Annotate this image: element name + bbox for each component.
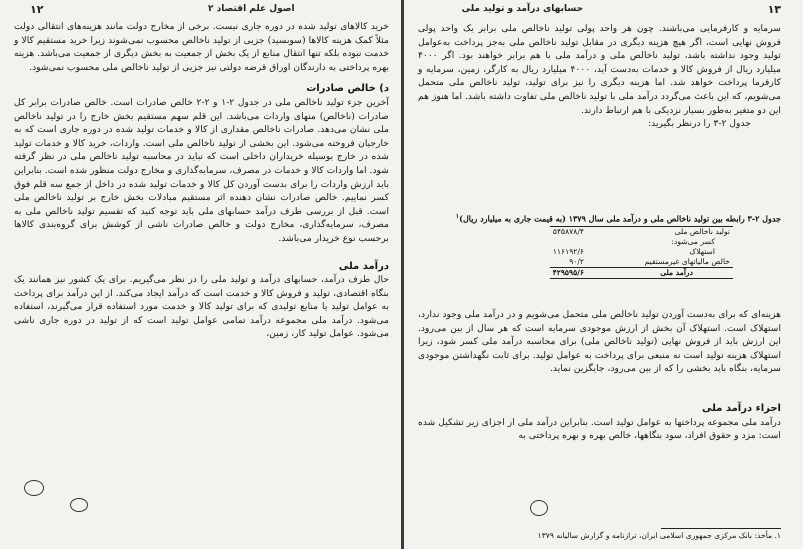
table-row-label: تولید ناخالص ملی xyxy=(587,226,733,237)
table-reference-text: جدول ۲-۳ را درنظر بگیرید: xyxy=(648,118,751,130)
left-page-body xyxy=(14,20,389,341)
table-row-value: ۵۴۵۸۷۸/۴ xyxy=(550,226,587,237)
section-income-components-text: درآمد ملی مجموعه پرداختها به عوامل تولید است. بنابراین درآمد ملی از اجزای زیر تشکیل شده است: مزد و حقوق افراد، سود بنگاهها، خالص بهره و بهره پرداختی به xyxy=(418,416,781,442)
table-total-label: درآمد ملی xyxy=(587,267,733,278)
table-row-value: ۱۱۶۱۹۲/۶ xyxy=(552,247,584,257)
table-caption xyxy=(422,212,781,224)
left-paragraph-1: خرید کالاهای تولید شده در دوره جاری نیست. برخی از مخارج دولت مانند هزینه‌های انتقالی دولت مثلاً کمک هزینه کالاها (سوبسید) جزیی از تولید ناخالص محسوب نمی‌شوند زیرا خرید مستقیم کالا و خدمت نبوده بلکه تنها انتقال منابع از یک بخش از جمعیت به بخش دیگری از جمعیت می‌باشد. هزینه بهره پرداختی به دارندگان اوراق قرضه دولتی نیز جزیی از تولید ناخالص ملی محسوب نمی‌شود. xyxy=(14,21,389,73)
handwritten-circle-mark xyxy=(70,498,88,512)
left-page xyxy=(0,0,401,549)
left-running-title: اصول علم اقتصاد ۲ xyxy=(208,4,295,14)
income-table xyxy=(422,212,781,279)
table-row xyxy=(550,226,733,237)
section-national-income-heading: درآمد ملی xyxy=(338,260,389,272)
table-row-label: کسر می‌شود: xyxy=(671,237,715,247)
right-page-number: ۱۳ xyxy=(767,3,781,16)
section-national-income-text: حال طرف درآمد، حسابهای درآمد و تولید ملی را در نظر می‌گیریم. برای یک کشور نیز همانند یک بنگاه اقتصادی، تولید و فروش کالا و خدمت است که درآمد ایجاد می‌کند. از این درآمد برای پرداخت به عوامل تولید یا منابع تولیدی که برای تولید کالا و خدمت مورد استفاده قرار می‌گیرند، استفاده می‌شود. درآمد ملی مجموعه درآمد تمامی عوامل تولید است که از تولید در دوره جاری ناشی می‌شود. عوامل تولید کار، زمین، xyxy=(14,274,389,340)
table-row-value xyxy=(550,237,587,247)
section-net-exports-heading: د) خالص صادرات xyxy=(306,83,389,95)
right-running-title: حسابهای درآمد و تولید ملی xyxy=(461,4,583,14)
right-page xyxy=(404,0,803,549)
handwritten-circle-mark xyxy=(24,480,44,496)
table-footnote-marker: ۱ xyxy=(455,212,460,220)
footnote-rule xyxy=(661,528,781,529)
right-paragraph-1: سرمایه و کارفرمایی می‌باشند. چون هر واحد پولی تولید ناخالص ملی برابر یک واحد پولی فروش نهایی است، اگر هیچ هزینه دیگری در مقابل تولید ناخالص ملی به‌جز پرداخت به‌عوامل تولید وجود نداشته باشد، تولید ناخالص ملی و درآمد ملی با هم برابر خواهند بود. اگر ۴۰۰۰ میلیارد ریال از فروش کالا و خدمات به‌دست آید، ۴۰۰۰ میلیارد ریال به کارگر، زمین، سرمایه و کارفرما پرداخت خواهد شد. اما هزینه دیگری را نیز برای تولید، تولید ناخالص ملی متحمل می‌شویم، که این باعث می‌گردد درآمد ملی با تولید ناخالص ملی تفاوت داشته باشد. اما هنوز هم این دو متغیر به‌طور بسیار نزدیکی با هم ارتباط دارند. xyxy=(418,23,781,116)
left-page-number: ۱۲ xyxy=(30,3,44,16)
right-paragraph-2: هزینه‌ای که برای به‌دست آوردن تولید ناخالص ملی متحمل می‌شویم و در درآمد ملی وجود ندارد، استهلاک است. استهلاک آن بخش از ارزش موجودی سرمایه است که هر سال از بین می‌رود. این ارزش باید از فروش نهایی (تولید ناخالص ملی) برای محاسبه درآمد ملی کسر شود، زیرا استهلاک هزینه تولید است نه منبعی برای پرداخت به عوامل تولید. برای ثابت نگهداشتن موجودی سرمایه، بنگاه باید بخشی را که از بین می‌رود، جایگزین نماید. xyxy=(418,309,781,375)
section-income-components-heading: اجزاء درآمد ملی xyxy=(701,402,781,414)
table-caption-text: جدول ۲-۳ رابطه بین تولید ناخالص ملی و درآمد ملی سال ۱۳۷۹ (به قیمت جاری به میلیارد ریال) xyxy=(459,213,781,224)
right-page-body-bottom xyxy=(418,308,781,443)
right-page-header xyxy=(404,4,803,18)
table-row-label: استهلاک xyxy=(689,247,715,257)
table-row xyxy=(550,247,733,257)
table-total-value: ۴۲۹۵۹۵/۶ xyxy=(550,267,587,278)
handwritten-circle-mark xyxy=(530,500,548,516)
right-page-body-top xyxy=(418,22,781,131)
table-total-row xyxy=(550,267,733,278)
table-body xyxy=(550,226,733,279)
table-row xyxy=(550,237,733,247)
table-row-value: ۹۰/۲ xyxy=(569,257,584,267)
footnote: ۱. مأخذ: بانک مرکزی جمهوری اسلامی ایران، ترازنامه و گزارش سالیانه ۱۳۷۹ xyxy=(537,531,781,540)
left-page-header xyxy=(0,4,401,18)
table-row-label: خالص مالیاتهای غیرمستقیم xyxy=(644,257,730,267)
section-net-exports-text: آخرین جزء تولید ناخالص ملی در جدول ۲-۱ و ۲-۲ خالص صادرات است. خالص صادرات برابر کل صادرات (ناخالص) منهای واردات می‌باشد. این قلم سهم مستقیم بخش خارج را در تولید ناخالص ملی نشان می‌دهد. صادرات ناخالص مقداری از کالا و خدمات تولید شده در دوره جاری است که به خارجیان فروخته می‌شود. این بخشی از تولید ناخالص ملی است. واردات، خرید کالا و خدمات تولید شده در خارج بوسیله خریداران داخلی است که نباید در محاسبه تولید ناخالص ملی در نظر گرفته شود. اما واردات کالا و خدمات در مصرف، سرمایه‌گذاری و مخارج دولت منظور شده است. بنابراین باید ارزش واردات را برای بدست آوردن کل کالا و خدمات تولید شده در داخل از جمع سه قلم فوق کسر نماییم. خالص صادرات نشان دهنده اثر مستقیم مبادلات بخش خارج بر تولید ناخالص ملی است. قبل از بررسی طرف درآمد حسابهای ملی باید توجه کنید که تقسیم تولید ناخالص ملی به مصرف، سرمایه‌گذاری، مخارج دولت و خالص صادرات ناشی از کوشش برای گروه‌بندی کالاها برحسب نوع خریدار می‌باشد. xyxy=(14,96,389,244)
table-row xyxy=(550,257,733,268)
